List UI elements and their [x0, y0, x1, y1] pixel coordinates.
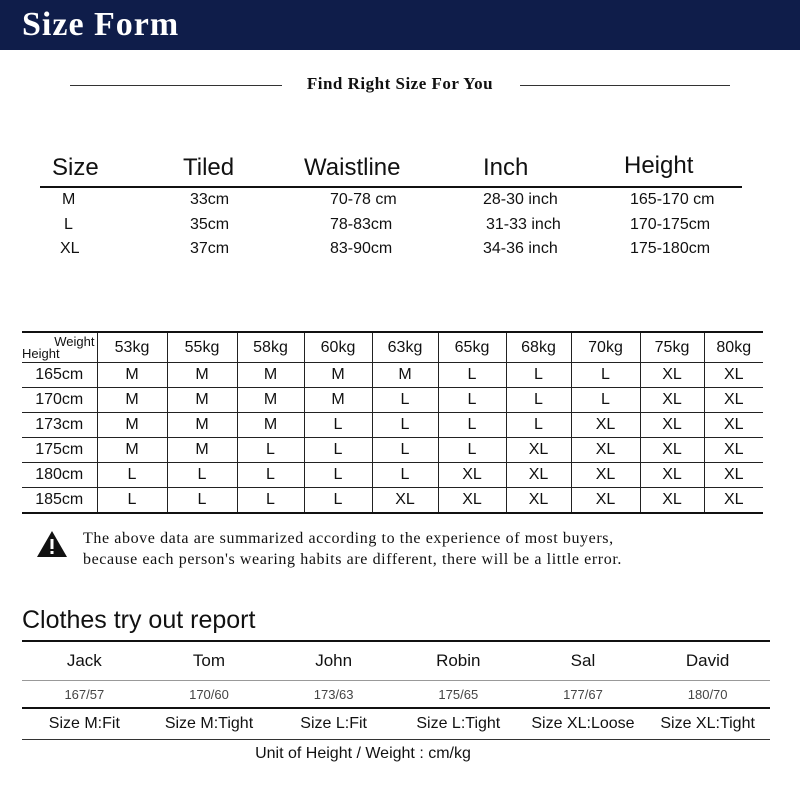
height-label-cell: 175cm	[22, 438, 97, 463]
size-cell: M	[372, 363, 438, 388]
inch-cell: 31-33 inch	[486, 215, 561, 233]
person-fit-cell: Size XL:Loose	[521, 708, 646, 740]
size-cell: XL	[704, 488, 763, 514]
header-tiled: Tiled	[183, 154, 235, 181]
size-cell: M	[62, 191, 76, 208]
person-name-cell: John	[271, 641, 396, 681]
header-inch: Inch	[483, 154, 529, 181]
size-cell: XL	[640, 488, 704, 514]
height-label-cell: 165cm	[22, 363, 97, 388]
height-cell: 170-175cm	[630, 215, 711, 233]
person-fit-cell: Size L:Tight	[396, 708, 521, 740]
size-cell: L	[167, 463, 237, 488]
size-cell: L	[506, 413, 571, 438]
waistline-cell: 78-83cm	[330, 215, 393, 233]
person-stats-cell: 173/63	[271, 681, 396, 709]
weight-header-cell: 70kg	[571, 332, 640, 363]
person-stats-cell: 180/70	[645, 681, 770, 709]
weight-header-cell: 53kg	[97, 332, 167, 363]
grid-row	[22, 488, 763, 514]
size-cell: L	[372, 438, 438, 463]
size-cell: XL	[571, 438, 640, 463]
person-name-cell: Jack	[22, 641, 147, 681]
size-cell: XL	[704, 463, 763, 488]
size-cell: XL	[640, 413, 704, 438]
weight-header-cell: 68kg	[506, 332, 571, 363]
grid-row	[22, 413, 763, 438]
weight-header-cell: 65kg	[438, 332, 506, 363]
weight-height-grid	[22, 331, 763, 514]
disclaimer-line-1: The above data are summarized according to the experience of most buyers,	[83, 530, 614, 547]
size-cell: XL	[438, 488, 506, 514]
report-fit-row	[22, 708, 770, 740]
disclaimer-line-2: because each person's wearing habits are different, there will be a little error.	[83, 551, 622, 568]
subtitle-divider-right	[520, 85, 730, 86]
person-stats-cell: 167/57	[22, 681, 147, 709]
size-cell: M	[97, 363, 167, 388]
weight-header-cell: 60kg	[304, 332, 372, 363]
size-cell: L	[237, 463, 304, 488]
grid-row	[22, 363, 763, 388]
size-cell: XL	[704, 388, 763, 413]
inch-cell: 28-30 inch	[483, 191, 558, 208]
person-name-cell: Robin	[396, 641, 521, 681]
weight-header-cell: 58kg	[237, 332, 304, 363]
report-names-row	[22, 641, 770, 681]
size-cell: L	[438, 388, 506, 413]
size-cell: XL	[704, 363, 763, 388]
size-cell: L	[237, 438, 304, 463]
size-cell: L	[304, 438, 372, 463]
size-cell: M	[237, 388, 304, 413]
size-cell: M	[97, 413, 167, 438]
size-cell: XL	[704, 413, 763, 438]
size-cell: L	[571, 388, 640, 413]
tiled-cell: 37cm	[190, 240, 230, 257]
inch-cell: 34-36 inch	[483, 240, 558, 257]
weight-header-cell: 63kg	[372, 332, 438, 363]
size-cell: XL	[506, 438, 571, 463]
report-title: Clothes try out report	[22, 606, 256, 634]
person-name-cell: David	[645, 641, 770, 681]
tiled-cell: 35cm	[190, 215, 230, 233]
size-row	[40, 213, 742, 238]
try-out-report-table	[22, 640, 770, 740]
size-cell: M	[167, 413, 237, 438]
corner-height-label: Height	[22, 346, 60, 361]
size-cell: XL	[60, 240, 80, 257]
weight-header-cell: 75kg	[640, 332, 704, 363]
grid-row	[22, 438, 763, 463]
size-table	[40, 150, 742, 262]
height-cell: 165-170 cm	[630, 191, 715, 208]
header-size: Size	[52, 154, 99, 181]
size-cell: XL	[571, 413, 640, 438]
size-cell: L	[304, 488, 372, 514]
height-label-cell: 173cm	[22, 413, 97, 438]
disclaimer-text	[83, 528, 622, 570]
corner-weight-label: Weight	[54, 334, 95, 349]
tiled-cell: 33cm	[190, 191, 230, 208]
size-cell: L	[167, 488, 237, 514]
person-fit-cell: Size L:Fit	[271, 708, 396, 740]
size-cell: M	[304, 388, 372, 413]
size-cell: L	[438, 363, 506, 388]
size-cell: L	[64, 215, 73, 233]
size-cell: M	[237, 363, 304, 388]
person-name-cell: Tom	[147, 641, 272, 681]
person-stats-cell: 175/65	[396, 681, 521, 709]
size-cell: XL	[506, 463, 571, 488]
size-row	[40, 237, 742, 262]
report-stats-row	[22, 681, 770, 709]
waistline-cell: 83-90cm	[330, 240, 393, 257]
size-cell: M	[167, 363, 237, 388]
size-cell: L	[304, 463, 372, 488]
size-cell: L	[506, 363, 571, 388]
size-cell: M	[167, 388, 237, 413]
person-fit-cell: Size XL:Tight	[645, 708, 770, 740]
page-title: Size Form	[22, 6, 180, 43]
header-bar	[0, 0, 800, 50]
size-cell: XL	[640, 363, 704, 388]
disclaimer	[36, 528, 776, 572]
header-waistline: Waistline	[304, 154, 401, 181]
size-cell: L	[237, 488, 304, 514]
grid-row	[22, 463, 763, 488]
size-cell: XL	[438, 463, 506, 488]
size-cell: M	[97, 388, 167, 413]
size-cell: L	[571, 363, 640, 388]
grid-row	[22, 388, 763, 413]
size-cell: L	[438, 413, 506, 438]
person-name-cell: Sal	[521, 641, 646, 681]
size-cell: XL	[372, 488, 438, 514]
size-cell: L	[372, 413, 438, 438]
size-cell: XL	[506, 488, 571, 514]
person-stats-cell: 177/67	[521, 681, 646, 709]
size-cell: M	[237, 413, 304, 438]
weight-header-cell: 55kg	[167, 332, 237, 363]
waistline-cell: 70-78 cm	[330, 191, 397, 208]
size-table-header	[40, 150, 742, 188]
size-cell: L	[506, 388, 571, 413]
grid-header-row	[22, 332, 763, 363]
size-cell: XL	[640, 438, 704, 463]
size-cell: XL	[571, 463, 640, 488]
size-cell: L	[438, 438, 506, 463]
subtitle-row	[70, 74, 730, 96]
warning-icon	[36, 530, 68, 558]
height-label-cell: 185cm	[22, 488, 97, 514]
person-stats-cell: 170/60	[147, 681, 272, 709]
size-cell: XL	[640, 463, 704, 488]
size-cell: XL	[704, 438, 763, 463]
size-cell: L	[97, 463, 167, 488]
unit-note: Unit of Height / Weight : cm/kg	[255, 745, 471, 762]
subtitle: Find Right Size For You	[306, 74, 494, 93]
grid-corner-cell	[22, 332, 97, 363]
size-cell: M	[304, 363, 372, 388]
height-label-cell: 170cm	[22, 388, 97, 413]
size-cell: M	[97, 438, 167, 463]
size-cell: M	[167, 438, 237, 463]
header-height: Height	[624, 152, 694, 179]
person-fit-cell: Size M:Tight	[147, 708, 272, 740]
size-cell: XL	[640, 388, 704, 413]
size-row	[40, 188, 742, 213]
height-cell: 175-180cm	[630, 240, 711, 257]
size-cell: L	[97, 488, 167, 514]
size-cell: L	[372, 388, 438, 413]
person-fit-cell: Size M:Fit	[22, 708, 147, 740]
size-cell: L	[372, 463, 438, 488]
size-cell: L	[304, 413, 372, 438]
size-cell: XL	[571, 488, 640, 514]
weight-header-cell: 80kg	[704, 332, 763, 363]
height-label-cell: 180cm	[22, 463, 97, 488]
